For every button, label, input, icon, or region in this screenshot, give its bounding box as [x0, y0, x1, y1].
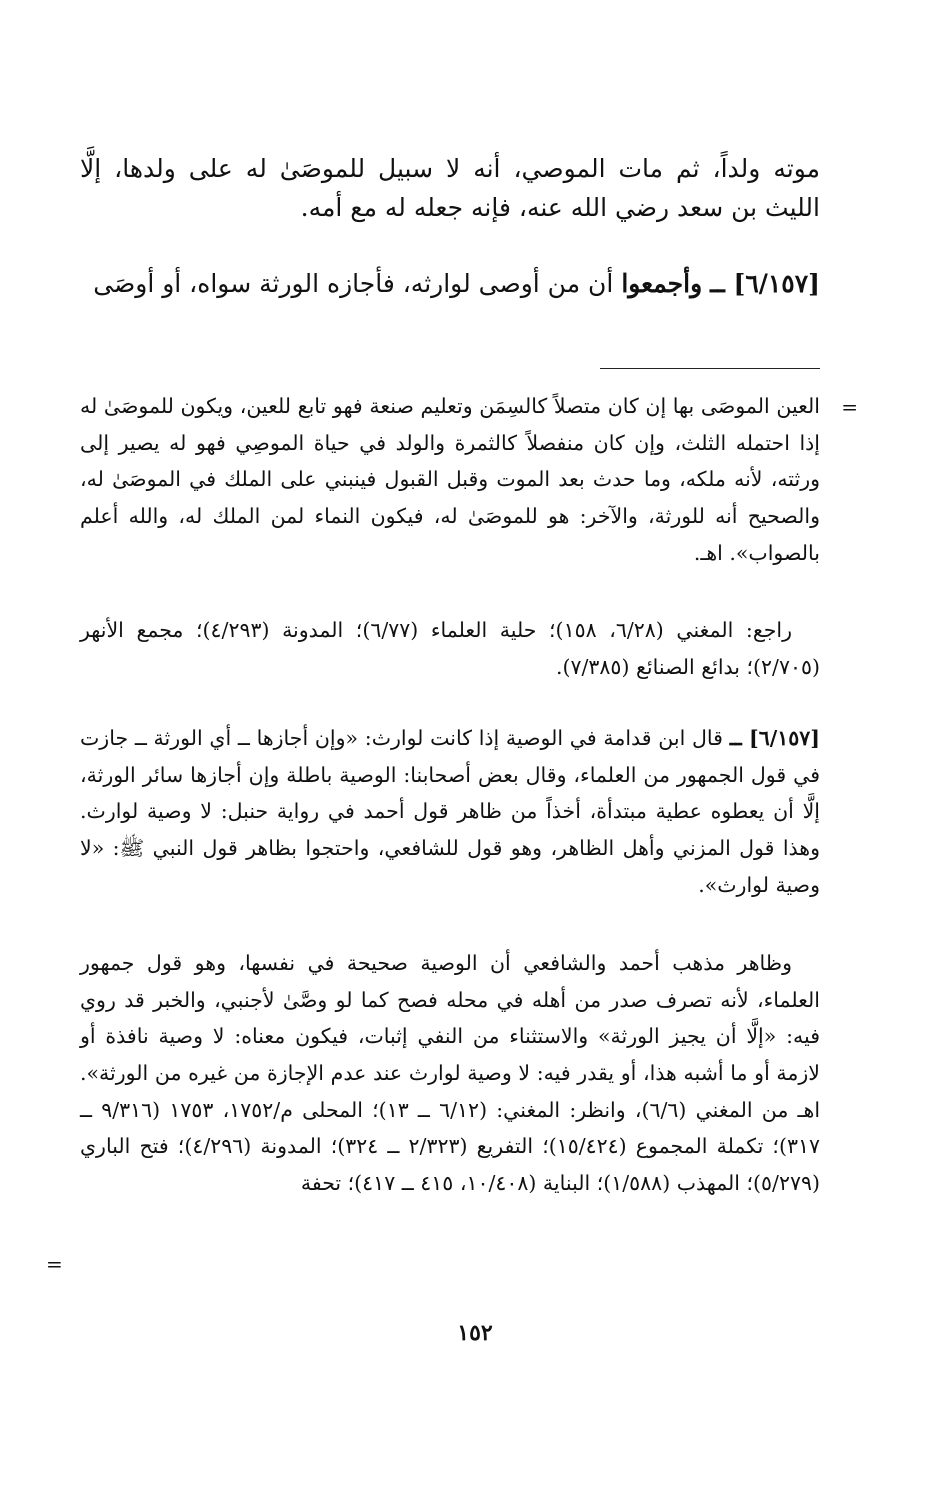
- footnote-paragraph-4: وظاهر مذهب أحمد والشافعي أن الوصية صحيحة في نفسها، وهو قول جمهور العلماء، لأنه تصرف صدر من أهله في محله فصح كما لو وصَّىٰ لأجنبي، والخبر قد روي فيه: «إلَّا أن يجيز الورثة» والاستثناء من النفي إثبات، فيكون معناه: لا وصية نافذة أو لازمة أو ما أشبه هذا، أو يقدر فيه: لا وصية لوارث عند عدم الإجازة من غيره من الورثة». اهـ من المغني (٦/٦)، وانظر: المغني: (٦/١٢ ــ ١٣)؛ المحلى م/١٧٥٢، ١٧٥٣ (٩/٣١٦ ــ ٣١٧)؛ تكملة المجموع (١٥/٤٢٤)؛ التفريع (٢/٣٢٣ ــ ٣٢٤)؛ المدونة (٤/٢٩٦)؛ فتح الباري (٥/٢٧٩)؛ المهذب (١/٥٨٨)؛ البناية (١٠/٤٠٨، ٤١٥ ــ ٤١٧)؛ تحفة: [80, 951, 821, 1196]
- footnote-continuation-mark-end: =: [46, 1252, 63, 1276]
- main-paragraph-2: [80, 265, 820, 304]
- paragraph-text: أن من أوصى لوارثه، فأجازه الورثة سواه، أو أوصَى: [93, 269, 614, 298]
- footnote-references: راجع: المغني (٦/٢٨، ١٥٨)؛ حلية العلماء (٦/٧٧)؛ المدونة (٤/٢٩٣)؛ مجمع الأنهر (٢/٧٠٥)؛ بدائع الصنائع (٧/٣٨٥).: [80, 618, 820, 679]
- footnote-continuation-mark-start: =: [841, 395, 858, 419]
- paragraph-reference: [٦/١٥٧] ــ: [710, 269, 820, 298]
- footnote-reference: [٦/١٥٧] ــ: [729, 726, 820, 750]
- page-number: ١٥٢: [457, 1320, 493, 1346]
- footnote-separator: [600, 368, 820, 369]
- footnote-paragraph-1: العين الموصَى بها إن كان متصلاً كالسِمَن وتعليم صنعة فهو تابع للعين، ويكون للموصَىٰ له إذا احتمله الثلث، وإن كان منفصلاً كالثمرة والولد في حياة الموصِي فهو له يصير إلى ورثته، لأنه ملكه، وما حدث بعد الموت وقبل القبول فينبني على الملك في الموصَىٰ له، والصحيح أنه للورثة، والآخر: هو للموصَىٰ له، فيكون النماء لمن الملك له، والله أعلم بالصواب». اهـ.: [80, 394, 820, 565]
- paragraph-keyword: وأجمعوا: [621, 269, 703, 298]
- main-paragraph-1: موته ولداً، ثم مات الموصي، أنه لا سبيل للموصَىٰ له على ولدها، إلَّا الليث بن سعد رضي الله عنه، فإنه جعله له مع أمه.: [80, 154, 820, 222]
- footnote-quote: قال ابن قدامة في الوصية إذا كانت لوارث: «وإن أجازها ــ أي الورثة ــ جازت في قول الجمهور من العلماء، وقال بعض أصحابنا: الوصية باطلة وإن أجازها سائر الورثة، إلَّا أن يعطوه عطية مبتدأة، أخذاً من ظاهر قول أحمد في رواية حنبل: لا وصية لوارث. وهذا قول المزني وأهل الظاهر، وهو قول للشافعي، واحتجوا بظاهر قول النبي ﷺ: «لا وصية لوارث».: [80, 726, 820, 897]
- footnote-paragraph-3: [80, 720, 820, 903]
